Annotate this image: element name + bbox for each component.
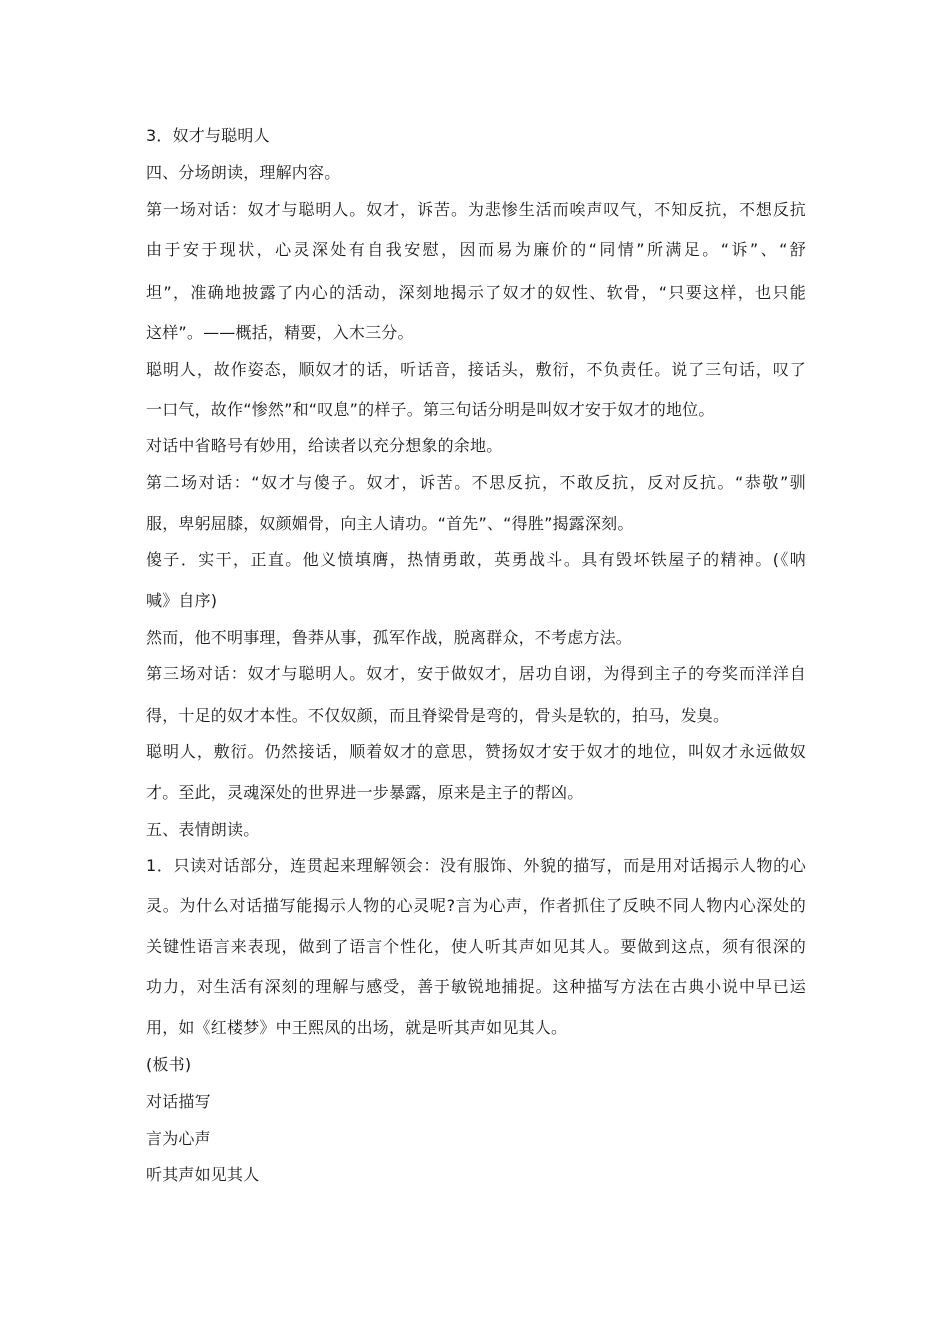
- paragraph-line: 喊》自序): [146, 591, 218, 610]
- paragraph-line: 第二场对话：“奴才与傻子。奴才，诉苦。不思反抗，不敢反抗，反对反抗。“恭敬”驯: [146, 473, 806, 492]
- board-notes-label: (板书): [146, 1055, 192, 1074]
- paragraph-line: 然而，他不明事理，鲁莽从事，孤军作战，脱离群众，不考虑方法。: [146, 628, 633, 647]
- paragraph-line: 坦”，准确地披露了内心的活动，深刻地揭示了奴才的奴性、软骨，“只要这样，也只能: [146, 283, 806, 302]
- board-note-item: 听其声如见其人: [146, 1165, 260, 1184]
- section-heading-3: 3．奴才与聪明人: [146, 126, 270, 145]
- paragraph-line: 灵。为什么对话描写能揭示人物的心灵呢?言为心声，作者抓住了反映不同人物内心深处的: [146, 896, 806, 915]
- paragraph-line: 得，十足的奴才本性。不仅奴颜，而且脊梁骨是弯的，骨头是软的，拍马，发臭。: [146, 706, 730, 725]
- paragraph-line: 这样”。——概括，精要，入木三分。: [146, 323, 414, 342]
- paragraph-line: 服，卑躬屈膝，奴颜媚骨，向主人请功。“首先”、“得胜”揭露深刻。: [146, 514, 634, 533]
- board-note-item: 言为心声: [146, 1129, 211, 1148]
- paragraph-line: 聪明人，故作姿态，顺奴才的话，听话音，接话头，敷衍，不负责任。说了三句话，叹了: [146, 360, 806, 379]
- paragraph-line: 一口气，故作“惨然”和“叹息”的样子。第三句话分明是叫奴才安于奴才的地位。: [146, 400, 715, 419]
- paragraph-line: 聪明人，敷衍。仍然接话，顺着奴才的意思，赞扬奴才安于奴才的地位，叫奴才永远做奴: [146, 742, 806, 761]
- paragraph-line: 才。至此，灵魂深处的世界进一步暴露，原来是主子的帮凶。: [146, 783, 584, 802]
- paragraph-line: 第三场对话：奴才与聪明人。奴才，安于做奴才，居功自诩，为得到主子的夸奖而洋洋自: [146, 664, 806, 683]
- board-note-item: 对话描写: [146, 1092, 211, 1111]
- paragraph-line: 对话中省略号有妙用，给读者以充分想象的余地。: [146, 436, 503, 455]
- section-heading-4: 四、分场朗读，理解内容。: [146, 163, 341, 182]
- paragraph-line: 由于安于现状，心灵深处有自我安慰，因而易为廉价的“同情”所满足。“诉”、“舒: [146, 240, 806, 259]
- paragraph-line: 第一场对话：奴才与聪明人。奴才，诉苦。为悲惨生活而唉声叹气，不知反抗，不想反抗: [146, 200, 806, 219]
- paragraph-line: 1．只读对话部分，连贯起来理解领会：没有服饰、外貌的描写，而是用对话揭示人物的心: [146, 856, 806, 875]
- paragraph-line: 功力，对生活有深刻的理解与感受，善于敏锐地捕捉。这种描写方法在古典小说中早已运: [146, 977, 806, 996]
- paragraph-line: 关键性语言来表现，做到了语言个性化，使人听其声如见其人。要做到这点，须有很深的: [146, 937, 806, 956]
- paragraph-line: 用，如《红楼梦》中王熙凤的出场，就是听其声如见其人。: [146, 1018, 568, 1037]
- paragraph-line: 傻子．实干，正直。他义愤填膺，热情勇敢，英勇战斗。具有毁坏铁屋子的精神。(《呐: [146, 550, 806, 569]
- section-heading-5: 五、表情朗读。: [146, 820, 260, 839]
